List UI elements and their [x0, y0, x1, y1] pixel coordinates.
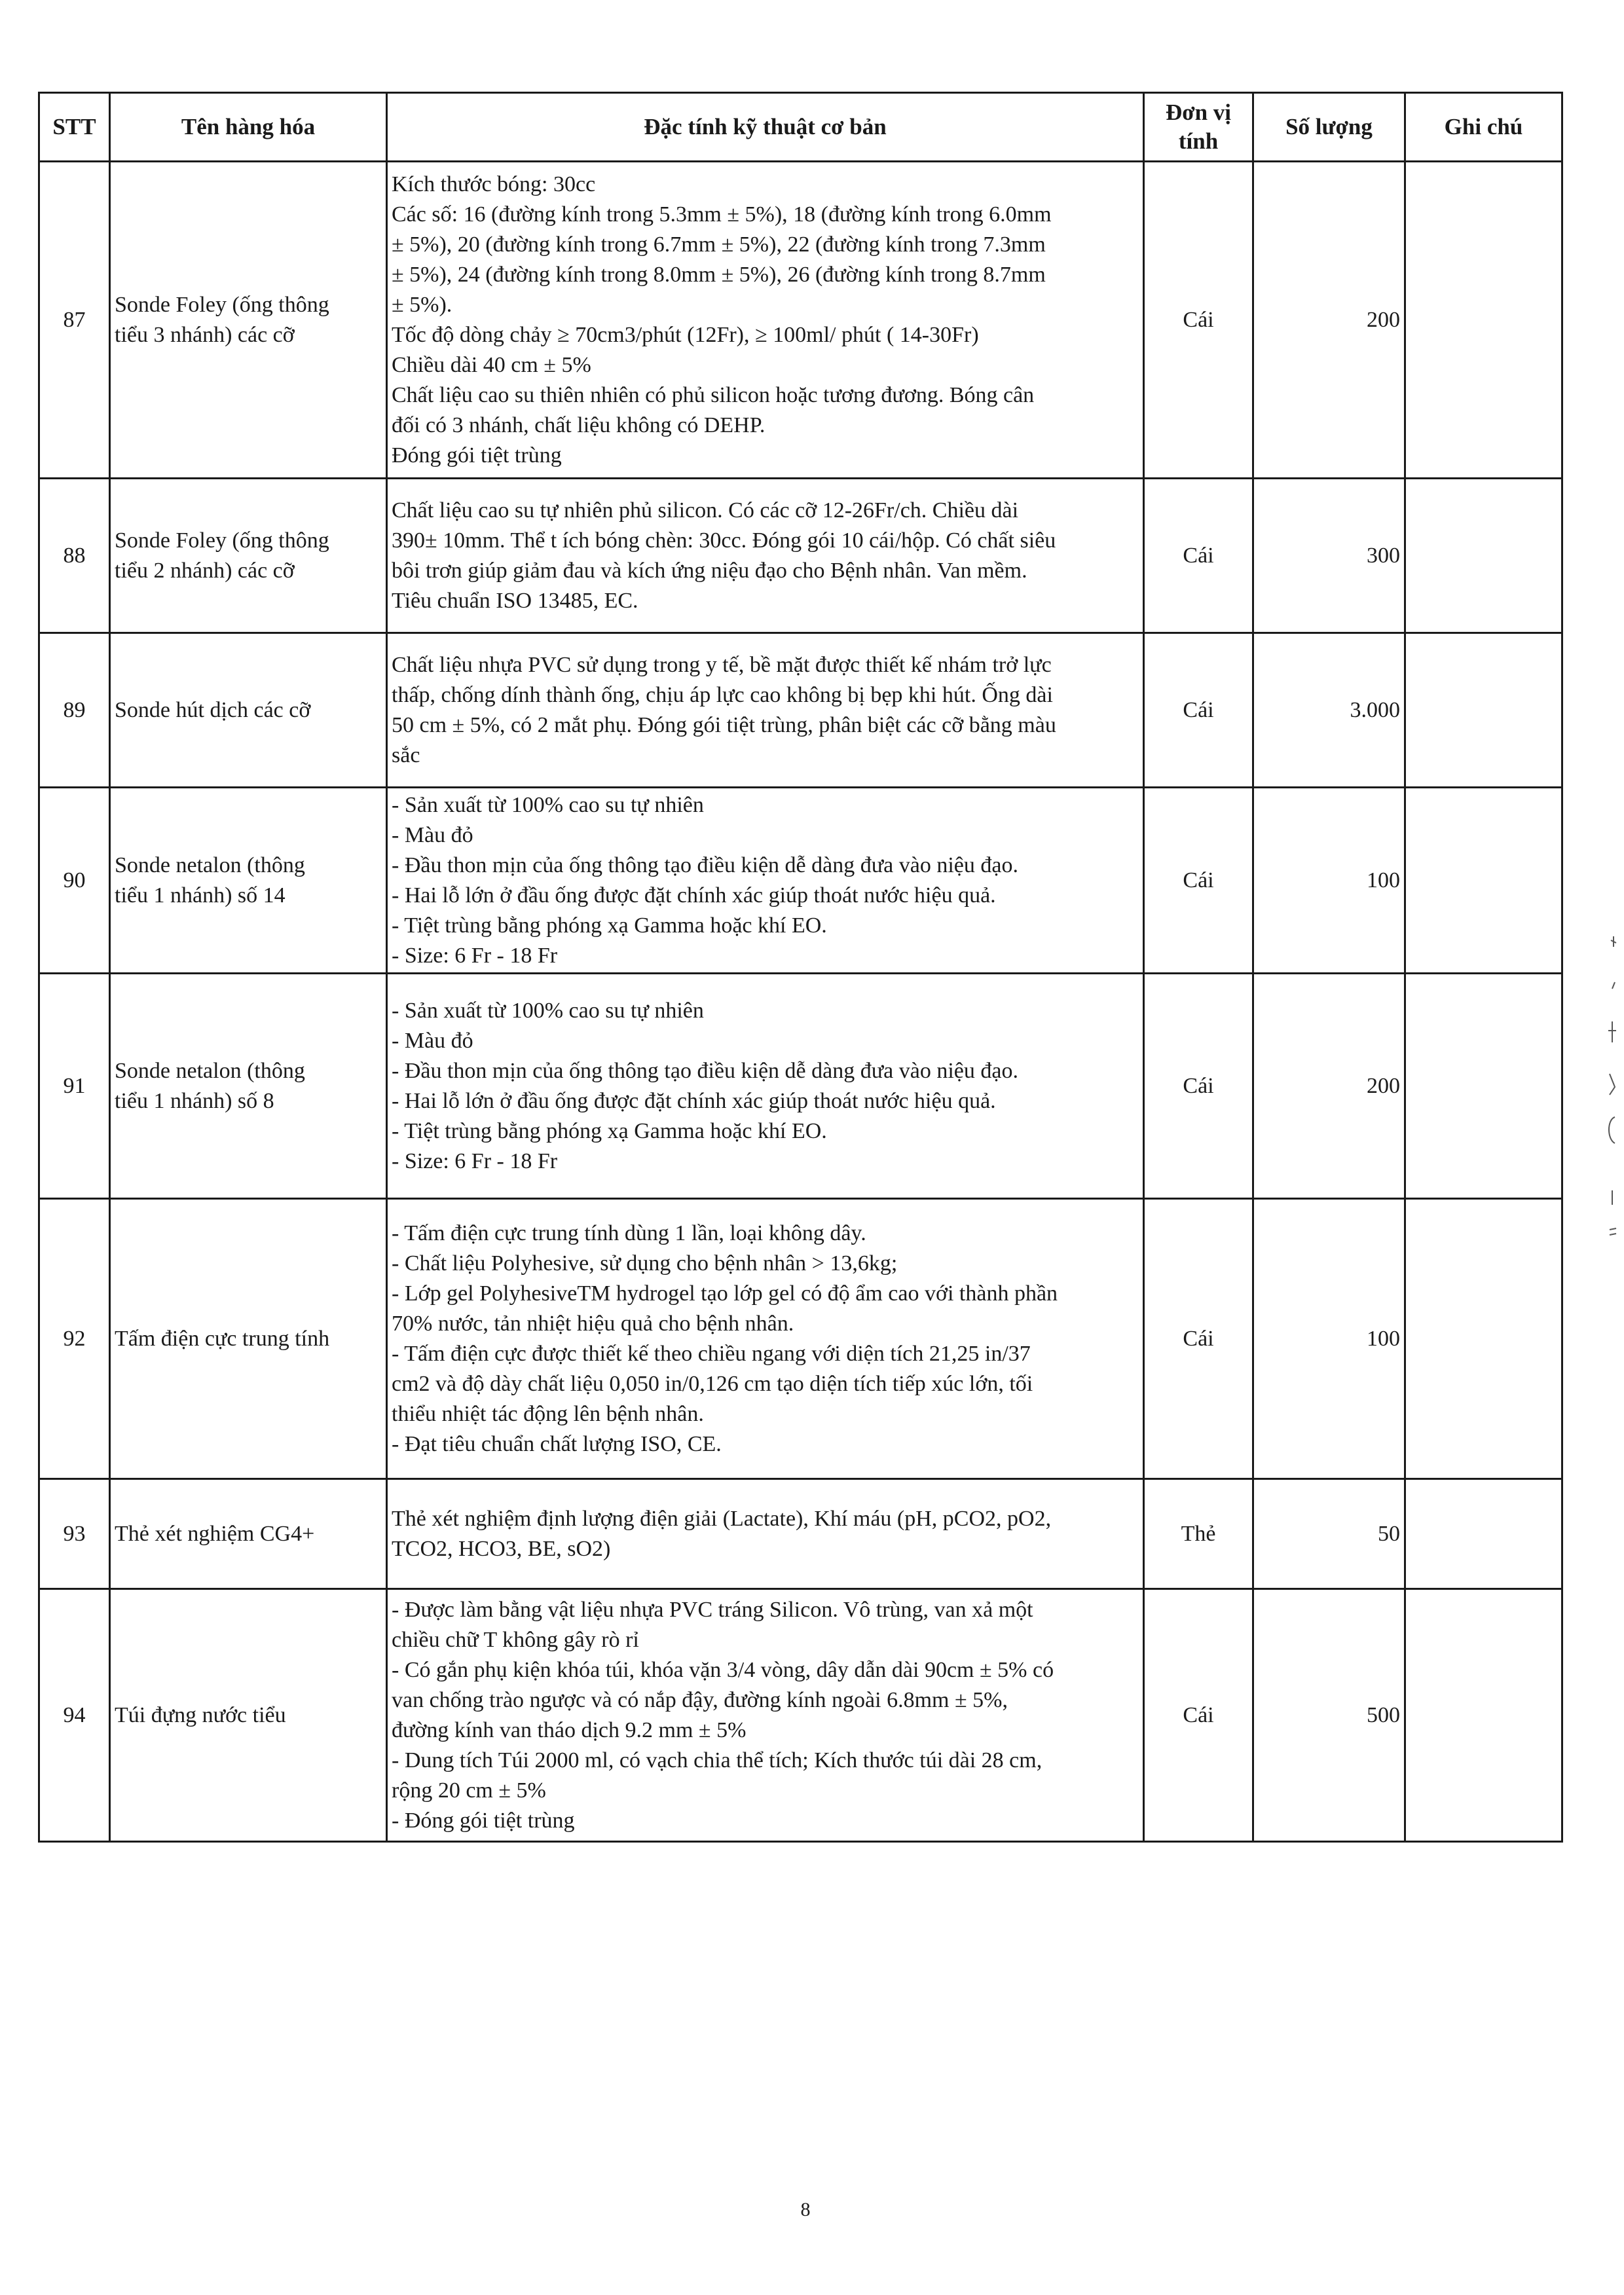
spec-line: van chống trào ngược và có nắp đậy, đường kính ngoài 6.8mm ± 5%,: [392, 1687, 1008, 1712]
spec-line: - Tấm điện cực được thiết kế theo chiều ngang với diện tích 21,25 in/37: [392, 1341, 1031, 1366]
header-note: Ghi chú: [1405, 93, 1562, 162]
spec-line: - Size: 6 Fr - 18 Fr: [392, 943, 558, 968]
spec-line: TCO2, HCO3, BE, sO2): [392, 1536, 611, 1561]
row-stt: 91: [39, 974, 110, 1199]
row-unit: Thẻ: [1144, 1479, 1253, 1589]
header-unit-line: Đơn vị: [1165, 100, 1232, 125]
spec-line: - Tấm điện cực trung tính dùng 1 lần, loại không dây.: [392, 1221, 866, 1245]
row-quantity: 3.000: [1253, 633, 1405, 788]
row-stt: 88: [39, 479, 110, 633]
row-note: [1405, 162, 1562, 479]
table-row: [39, 479, 1562, 633]
row-quantity: 300: [1253, 479, 1405, 633]
item-name-line: tiểu 1 nhánh) số 14: [115, 883, 286, 908]
row-unit: Cái: [1144, 1589, 1253, 1842]
spec-line: Chất liệu nhựa PVC sử dụng trong y tế, bề mặt được thiết kế nhám trở lực: [392, 652, 1052, 677]
item-name-line: tiểu 3 nhánh) các cỡ: [115, 322, 295, 347]
spec-line: - Đầu thon mịn của ống thông tạo điều kiện dễ dàng đưa vào niệu đạo.: [392, 853, 1018, 877]
spec-line: - Chất liệu Polyhesive, sử dụng cho bệnh nhân > 13,6kg;: [392, 1251, 898, 1276]
spec-line: 70% nước, tản nhiệt hiệu quả cho bệnh nhân.: [392, 1311, 794, 1336]
row-stt: 92: [39, 1199, 110, 1479]
row-unit: Cái: [1144, 633, 1253, 788]
table-row: [39, 974, 1562, 1199]
row-note: [1405, 1479, 1562, 1589]
spec-line: rộng 20 cm ± 5%: [392, 1778, 546, 1803]
row-technical-spec: [387, 633, 1144, 788]
table-row: [39, 1589, 1562, 1842]
item-name-line: Sonde netalon (thông: [115, 1058, 305, 1083]
spec-line: đối có 3 nhánh, chất liệu không có DEHP.: [392, 413, 766, 437]
item-name-line: Sonde Foley (ống thông: [115, 528, 329, 553]
table-row: [39, 1199, 1562, 1479]
header-unit: [1144, 93, 1253, 162]
table-row: [39, 788, 1562, 974]
spec-line: Kích thước bóng: 30cc: [392, 172, 596, 196]
row-quantity: 200: [1253, 162, 1405, 479]
spec-line: - Được làm bằng vật liệu nhựa PVC tráng Silicon. Vô trùng, van xả một: [392, 1597, 1033, 1622]
spec-line: - Lớp gel PolyhesiveTM hydrogel tạo lớp gel có độ ẩm cao với thành phần: [392, 1281, 1058, 1306]
row-stt: 87: [39, 162, 110, 479]
row-item-name: [110, 788, 387, 974]
row-item-name: [110, 1589, 387, 1842]
spec-line: 50 cm ± 5%, có 2 mắt phụ. Đóng gói tiệt trùng, phân biệt các cỡ bằng màu: [392, 712, 1056, 737]
row-note: [1405, 974, 1562, 1199]
spec-line: cm2 và độ dày chất liệu 0,050 in/0,126 cm tạo diện tích tiếp xúc lớn, tối: [392, 1371, 1033, 1396]
row-item-name: [110, 1479, 387, 1589]
header-stt: STT: [39, 93, 110, 162]
spec-line: thiểu nhiệt tác động lên bệnh nhân.: [392, 1401, 704, 1426]
spec-line: - Size: 6 Fr - 18 Fr: [392, 1148, 558, 1173]
header-item-name: Tên hàng hóa: [110, 93, 387, 162]
row-note: [1405, 1589, 1562, 1842]
spec-line: sắc: [392, 743, 420, 767]
header-quantity: Số lượng: [1253, 93, 1405, 162]
row-unit: Cái: [1144, 1199, 1253, 1479]
row-technical-spec: [387, 1479, 1144, 1589]
table-row: [39, 1479, 1562, 1589]
header-unit-line: tính: [1178, 128, 1219, 154]
row-stt: 94: [39, 1589, 110, 1842]
spec-line: - Sản xuất từ 100% cao su tự nhiên: [392, 998, 704, 1023]
item-name-line: Sonde hút dịch các cỡ: [115, 697, 311, 722]
spec-line: - Đầu thon mịn của ống thông tạo điều kiện dễ dàng đưa vào niệu đạo.: [392, 1058, 1018, 1083]
spec-line: ± 5%), 20 (đường kính trong 6.7mm ± 5%), 22 (đường kính trong 7.3mm: [392, 232, 1046, 257]
spec-line: - Hai lỗ lớn ở đầu ống được đặt chính xác giúp thoát nước hiệu quả.: [392, 1088, 996, 1113]
row-technical-spec: [387, 788, 1144, 974]
spec-line: - Tiệt trùng bằng phóng xạ Gamma hoặc khí EO.: [392, 1118, 827, 1143]
table-row: [39, 633, 1562, 788]
spec-line: bôi trơn giúp giảm đau và kích ứng niệu đạo cho Bệnh nhân. Van mềm.: [392, 558, 1027, 583]
row-quantity: 200: [1253, 974, 1405, 1199]
row-technical-spec: [387, 162, 1144, 479]
page-number: 8: [800, 2199, 811, 2220]
row-unit: Cái: [1144, 162, 1253, 479]
row-quantity: 50: [1253, 1479, 1405, 1589]
item-name-line: Túi đựng nước tiểu: [115, 1702, 286, 1727]
row-stt: 90: [39, 788, 110, 974]
spec-line: - Đạt tiêu chuẩn chất lượng ISO, CE.: [392, 1431, 722, 1456]
item-name-line: Sonde netalon (thông: [115, 853, 305, 877]
spec-line: - Màu đỏ: [392, 1028, 473, 1053]
row-technical-spec: [387, 974, 1144, 1199]
spec-line: 390± 10mm. Thể t ích bóng chèn: 30cc. Đóng gói 10 cái/hộp. Có chất siêu: [392, 528, 1056, 553]
row-item-name: [110, 162, 387, 479]
spec-line: - Tiệt trùng bằng phóng xạ Gamma hoặc khí EO.: [392, 913, 827, 938]
spec-line: Các số: 16 (đường kính trong 5.3mm ± 5%), 18 (đường kính trong 6.0mm: [392, 202, 1052, 227]
item-name-line: Tấm điện cực trung tính: [115, 1326, 330, 1351]
spec-line: ± 5%).: [392, 292, 452, 317]
row-note: [1405, 788, 1562, 974]
row-technical-spec: [387, 479, 1144, 633]
row-item-name: [110, 1199, 387, 1479]
spec-line: đường kính van tháo dịch 9.2 mm ± 5%: [392, 1717, 747, 1742]
row-unit: Cái: [1144, 788, 1253, 974]
margin-scan-marks: [1603, 923, 1620, 1238]
row-item-name: [110, 633, 387, 788]
spec-line: ± 5%), 24 (đường kính trong 8.0mm ± 5%), 26 (đường kính trong 8.7mm: [392, 262, 1046, 287]
spec-line: Tiêu chuẩn ISO 13485, EC.: [392, 588, 638, 613]
spec-line: Đóng gói tiệt trùng: [392, 443, 562, 468]
row-unit: Cái: [1144, 974, 1253, 1199]
header-technical-spec: Đặc tính kỹ thuật cơ bản: [387, 93, 1144, 162]
spec-line: - Đóng gói tiệt trùng: [392, 1808, 575, 1833]
spec-line: - Có gắn phụ kiện khóa túi, khóa vặn 3/4 vòng, dây dẫn dài 90cm ± 5% có: [392, 1657, 1054, 1682]
row-quantity: 500: [1253, 1589, 1405, 1842]
table-header-row: [39, 93, 1562, 162]
row-item-name: [110, 479, 387, 633]
equipment-spec-table: [38, 92, 1563, 1843]
spec-line: - Dung tích Túi 2000 ml, có vạch chia thể tích; Kích thước túi dài 28 cm,: [392, 1748, 1043, 1772]
spec-line: Chiều dài 40 cm ± 5%: [392, 352, 591, 377]
row-note: [1405, 633, 1562, 788]
item-name-line: tiểu 1 nhánh) số 8: [115, 1088, 274, 1113]
item-name-line: Thẻ xét nghiệm CG4+: [115, 1521, 315, 1546]
spec-line: chiều chữ T không gây rò rỉ: [392, 1627, 639, 1652]
row-stt: 89: [39, 633, 110, 788]
row-item-name: [110, 974, 387, 1199]
spec-line: thấp, chống dính thành ống, chịu áp lực cao không bị bẹp khi hút. Ống dài: [392, 682, 1053, 707]
item-name-line: tiểu 2 nhánh) các cỡ: [115, 558, 295, 583]
row-technical-spec: [387, 1199, 1144, 1479]
row-quantity: 100: [1253, 788, 1405, 974]
spec-line: - Hai lỗ lớn ở đầu ống được đặt chính xác giúp thoát nước hiệu quả.: [392, 883, 996, 908]
spec-line: Thẻ xét nghiệm định lượng điện giải (Lactate), Khí máu (pH, pCO2, pO2,: [392, 1506, 1052, 1531]
row-technical-spec: [387, 1589, 1144, 1842]
row-stt: 93: [39, 1479, 110, 1589]
row-unit: Cái: [1144, 479, 1253, 633]
row-quantity: 100: [1253, 1199, 1405, 1479]
spec-line: - Màu đỏ: [392, 822, 473, 847]
item-name-line: Sonde Foley (ống thông: [115, 292, 329, 317]
row-note: [1405, 479, 1562, 633]
spec-line: Tốc độ dòng chảy ≥ 70cm3/phút (12Fr), ≥ 100ml/ phút ( 14-30Fr): [392, 322, 979, 347]
table-row: [39, 162, 1562, 479]
table-body: [39, 162, 1562, 1842]
spec-line: Chất liệu cao su tự nhiên phủ silicon. Có các cỡ 12-26Fr/ch. Chiều dài: [392, 498, 1019, 523]
spec-line: Chất liệu cao su thiên nhiên có phủ silicon hoặc tương đương. Bóng cân: [392, 382, 1035, 407]
spec-line: - Sản xuất từ 100% cao su tự nhiên: [392, 792, 704, 817]
row-note: [1405, 1199, 1562, 1479]
